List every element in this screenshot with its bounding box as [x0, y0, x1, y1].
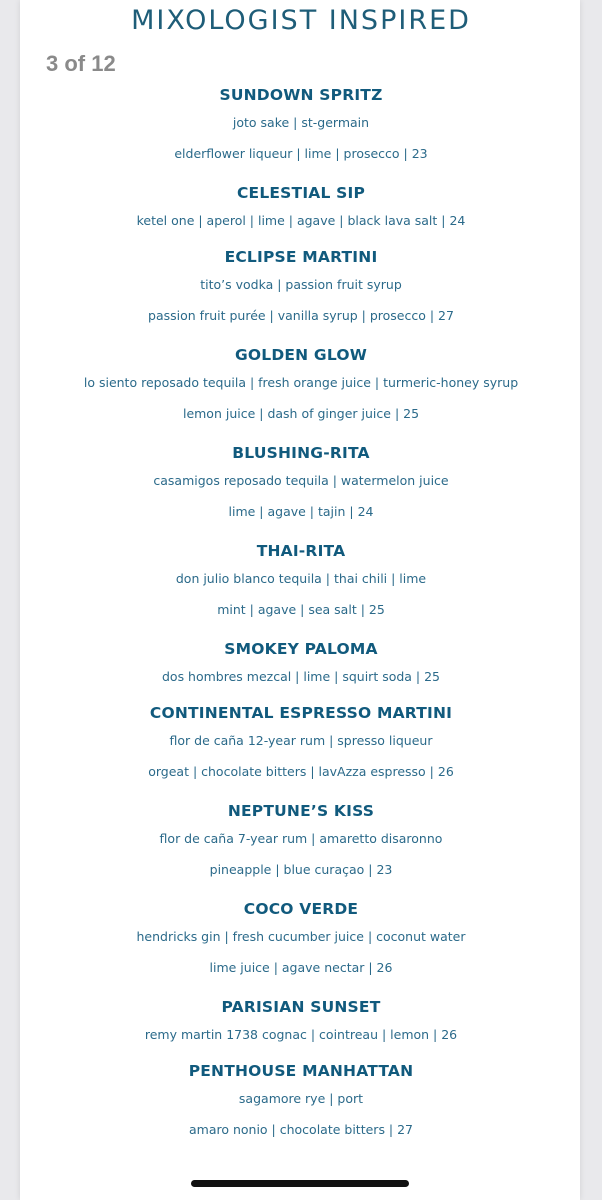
menu-item [0, 898, 602, 982]
menu-item [0, 638, 602, 688]
item-name: PARISIAN SUNSET [221, 998, 381, 1016]
menu-item [0, 800, 602, 884]
item-name: SMOKEY PALOMA [224, 640, 378, 658]
menu-item [0, 702, 602, 786]
menu-item [0, 442, 602, 526]
item-ingredients: joto sake | st-germain [232, 115, 370, 130]
item-ingredients: casamigos reposado tequila | watermelon juice [153, 473, 449, 488]
item-name: PENTHOUSE MANHATTAN [188, 1062, 414, 1080]
menu-item [0, 84, 602, 168]
item-ingredients: lime juice | agave nectar | 26 [209, 960, 393, 975]
item-name: NEPTUNE’S KISS [227, 802, 375, 820]
item-ingredients: don julio blanco tequila | thai chili | lime [175, 571, 427, 586]
cocktail-list [0, 84, 602, 1158]
item-ingredients: elderflower liqueur | lime | prosecco | 23 [174, 146, 428, 161]
item-ingredients: amaro nonio | chocolate bitters | 27 [188, 1122, 414, 1137]
item-ingredients: lemon juice | dash of ginger juice | 25 [182, 406, 420, 421]
item-name: GOLDEN GLOW [234, 346, 368, 364]
home-indicator-bar[interactable] [191, 1180, 409, 1187]
item-name: THAI-RITA [256, 542, 346, 560]
section-title: MIXOLOGIST INSPIRED [131, 5, 471, 36]
menu-item [0, 246, 602, 330]
item-ingredients: flor de caña 7-year rum | amaretto disaronno [159, 831, 443, 846]
item-ingredients: mint | agave | sea salt | 25 [217, 602, 385, 617]
item-ingredients: sagamore rye | port [238, 1091, 364, 1106]
item-ingredients: dos hombres mezcal | lime | squirt soda | 25 [161, 669, 441, 684]
item-ingredients: lo siento reposado tequila | fresh orange juice | turmeric-honey syrup [83, 375, 519, 390]
item-ingredients: flor de caña 12-year rum | spresso liqueur [169, 733, 433, 748]
item-name: CELESTIAL SIP [236, 184, 366, 202]
menu-item [0, 540, 602, 624]
item-ingredients: passion fruit purée | vanilla syrup | prosecco | 27 [148, 308, 454, 323]
item-name: CONTINENTAL ESPRESSO MARTINI [149, 704, 453, 722]
page-counter: 3 of 12 [46, 51, 116, 76]
item-ingredients: orgeat | chocolate bitters | lavAzza espresso | 26 [148, 764, 454, 779]
item-name: ECLIPSE MARTINI [224, 248, 378, 266]
item-ingredients: remy martin 1738 cognac | cointreau | lemon | 26 [144, 1027, 458, 1042]
item-ingredients: hendricks gin | fresh cucumber juice | coconut water [136, 929, 466, 944]
menu-item [0, 182, 602, 232]
menu-item [0, 1060, 602, 1144]
item-name: BLUSHING-RITA [232, 444, 370, 462]
item-ingredients: pineapple | blue curaçao | 23 [209, 862, 393, 877]
item-ingredients: tito’s vodka | passion fruit syrup [200, 277, 402, 292]
item-name: COCO VERDE [243, 900, 359, 918]
menu-item [0, 996, 602, 1046]
item-name: SUNDOWN SPRITZ [219, 86, 383, 104]
item-ingredients: ketel one | aperol | lime | agave | black lava salt | 24 [136, 213, 466, 228]
menu-item [0, 344, 602, 428]
item-ingredients: lime | agave | tajin | 24 [228, 504, 374, 519]
